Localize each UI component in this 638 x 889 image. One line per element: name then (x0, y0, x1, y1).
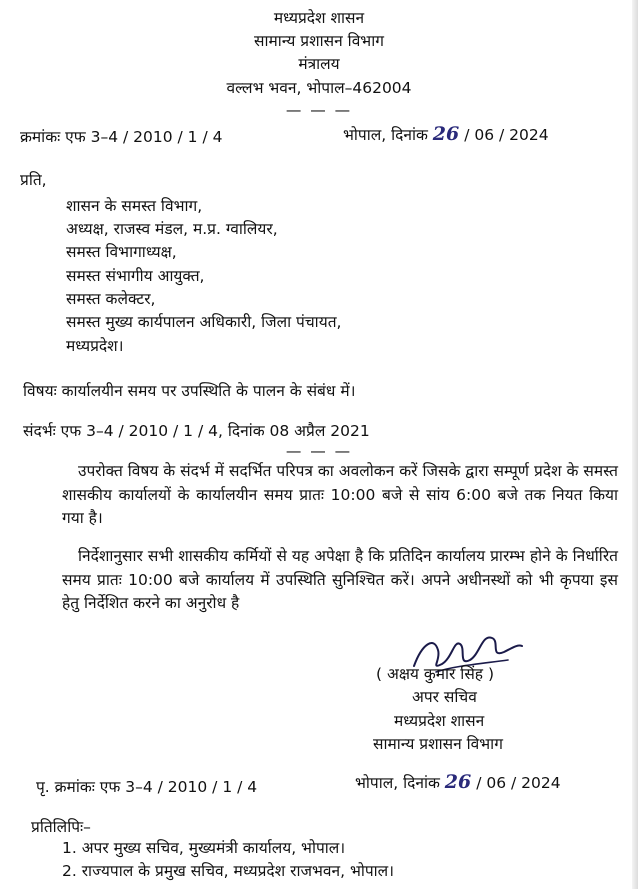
signatory-org: मध्यप्रदेश शासन (394, 712, 485, 730)
subject-line: विषयः कार्यालयीन समय पर उपस्थिति के पालन के संबंध में। (23, 382, 356, 400)
endorsement-date-day-handwritten: 26 (444, 771, 472, 793)
reference-line: संदर्भः एफ 3–4 / 2010 / 1 / 4, दिनांक 08 अप्रैल 2021 (23, 422, 370, 440)
header-department: सामान्य प्रशासन विभाग (254, 32, 384, 50)
recipient-item: मध्यप्रदेश। (66, 337, 124, 355)
recipient-item: समस्त कलेक्टर, (66, 290, 156, 308)
header-govt: मध्यप्रदेश शासन (273, 9, 365, 27)
reference-divider: — — — (285, 442, 353, 460)
copy-label: प्रतिलिपिः– (31, 818, 91, 836)
recipient-item: अध्यक्ष, राजस्व मंडल, म.प्र. ग्वालियर, (66, 220, 278, 238)
to-label: प्रति, (20, 171, 47, 189)
copy-item: 1. अपर मुख्य सचिव, मुख्यमंत्री कार्यालय, भोपाल। (62, 839, 346, 857)
endorsement-date-rest: / 06 / 2024 (476, 774, 561, 792)
body-paragraph-1: उपरोक्त विषय के संदर्भ में सदर्भित परिपत्र का अवलोकन करें जिसके द्वारा सम्पूर्ण प्रदेश के समस्त शासकीय कार्यालयों के कार्यालयीन समय प्रातः 10:00 बजे से सांय 6:00 बजे तक नियत किया गया है। (62, 462, 618, 527)
recipient-item: समस्त विभागाध्यक्ष, (66, 243, 177, 261)
recipient-item: समस्त मुख्य कार्यपालन अधिकारी, जिला पंचायत, (66, 313, 342, 331)
signatory-department: सामान्य प्रशासन विभाग (373, 735, 503, 753)
copy-item: 2. राज्यपाल के प्रमुख सचिव, मध्यप्रदेश राजभवन, भोपाल। (62, 862, 395, 880)
header-address: वल्लभ भवन, भोपाल–462004 (226, 79, 412, 97)
endorsement-place-date (355, 772, 561, 793)
ref-place-date (343, 124, 549, 145)
endorsement-date-prefix: भोपाल, दिनांक (355, 774, 440, 792)
endorsement-number: पृ. क्रमांकः एफ 3–4 / 2010 / 1 / 4 (36, 778, 258, 796)
recipient-item: समस्त संभागीय आयुक्त, (66, 267, 205, 285)
ref-date-day-handwritten: 26 (432, 123, 460, 145)
header-ministry: मंत्रालय (298, 55, 340, 73)
ref-date-prefix: भोपाल, दिनांक (343, 126, 428, 144)
recipient-item: शासन के समस्त विभाग, (66, 197, 203, 215)
ref-number: क्रमांकः एफ 3–4 / 2010 / 1 / 4 (20, 128, 223, 146)
body-paragraph-2: निर्देशानुसार सभी शासकीय कर्मियों से यह अपेक्षा है कि प्रतिदिन कार्यालय प्रारम्भ होने के निर्धारित समय प्रातः 10:00 बजे कार्यालय में उपस्थिति सुनिश्चित करें। अपने अधीनस्थों को भी कृपया इस हेतु निर्देशित करने का अनुरोध है (62, 547, 618, 612)
scan-edge-shadow (632, 0, 638, 889)
signatory-name: ( अक्षय कुमार सिंह ) (376, 665, 494, 683)
ref-date-rest: / 06 / 2024 (464, 126, 549, 144)
signatory-designation: अपर सचिव (412, 688, 477, 706)
header-divider: — — — (285, 101, 353, 119)
